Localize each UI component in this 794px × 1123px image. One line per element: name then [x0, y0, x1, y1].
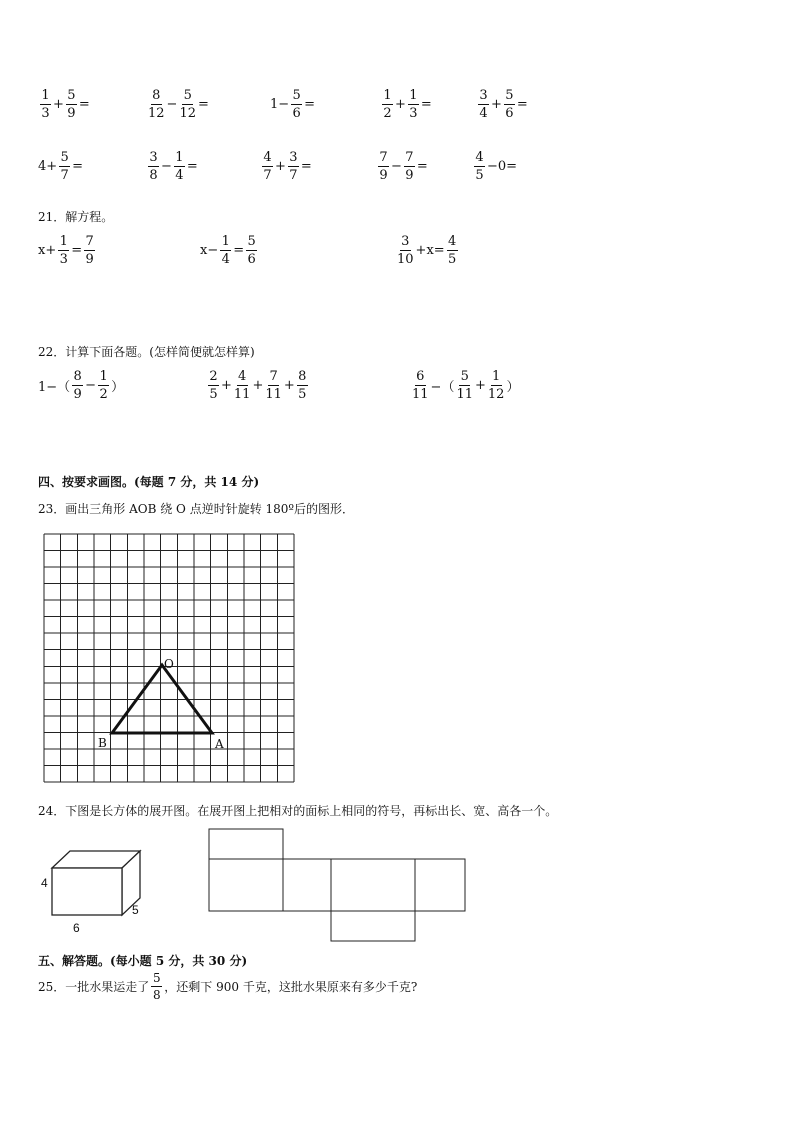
- operator-text: +: [395, 97, 406, 112]
- fraction: [447, 235, 458, 266]
- fraction: [234, 370, 251, 401]
- denominator: 6: [247, 252, 256, 267]
- denominator: 3: [59, 252, 68, 267]
- operator-text: =: [78, 97, 90, 112]
- denominator: 7: [289, 168, 298, 183]
- numerator: 5: [292, 88, 301, 103]
- numerator: 4: [263, 150, 272, 165]
- operator-text: 4+: [38, 159, 58, 174]
- numerator: 4: [475, 150, 484, 165]
- denominator: 4: [221, 252, 230, 267]
- numerator: 4: [448, 234, 457, 249]
- fraction: [174, 151, 185, 182]
- denominator: 11: [456, 387, 473, 402]
- numerator: 5: [183, 88, 192, 103]
- q22-expression-1: [38, 370, 124, 401]
- operator-text: =: [516, 97, 528, 112]
- numerator: 7: [379, 150, 388, 165]
- operator-text: ）: [111, 380, 125, 395]
- denominator: 11: [265, 387, 282, 402]
- numerator: 5: [60, 150, 69, 165]
- cuboid-length-label: 6: [73, 921, 80, 935]
- operator-text: +: [221, 378, 232, 393]
- arith-r2-3: [260, 151, 312, 182]
- numerator: 8: [73, 369, 82, 384]
- fraction: [58, 235, 69, 266]
- numerator: 3: [149, 150, 158, 165]
- denominator: 6: [292, 106, 301, 121]
- denominator: 9: [379, 168, 388, 183]
- fraction: [262, 151, 273, 182]
- numerator: 8: [152, 88, 161, 103]
- numerator: 7: [85, 234, 94, 249]
- arith-r2-4: [376, 151, 428, 182]
- numerator: 5: [460, 369, 469, 384]
- fraction: [59, 151, 70, 182]
- fraction: [378, 151, 389, 182]
- numerator: 5: [247, 234, 256, 249]
- numerator: 4: [238, 369, 247, 384]
- q25-text-after: ，还剩下 900 千克，这批水果原来有多少千克?: [164, 980, 418, 994]
- fraction: [84, 235, 95, 266]
- numerator: 3: [401, 234, 410, 249]
- operator-text: =: [198, 97, 209, 112]
- operator-text: +: [283, 378, 295, 393]
- operator-text: =: [304, 97, 316, 112]
- numerator: 3: [289, 150, 298, 165]
- operator-text: =: [233, 243, 245, 258]
- arith-r1-3: [270, 89, 315, 120]
- operator-text: −: [391, 159, 402, 174]
- denominator: 4: [175, 168, 184, 183]
- fraction: [265, 370, 282, 401]
- cuboid-height-label: 4: [41, 876, 48, 890]
- q22-title: 22．计算下面各题。(怎样简便就怎样算): [38, 345, 255, 359]
- numerator: 7: [405, 150, 414, 165]
- denominator: 4: [479, 106, 488, 121]
- cuboid-figure: [36, 846, 148, 942]
- q21-equation-1: [38, 235, 97, 266]
- operator-text: −: [166, 97, 178, 112]
- net-face-right: [415, 859, 465, 911]
- rotation-grid: [42, 532, 296, 784]
- denominator: 2: [383, 106, 392, 121]
- operator-text: ）: [506, 380, 520, 395]
- fraction: [179, 89, 196, 120]
- net-face-bottom: [331, 911, 415, 941]
- arith-r1-4: [380, 89, 432, 120]
- operator-text: −0=: [487, 159, 518, 174]
- q22-expression-2: [206, 370, 310, 401]
- q21-equation-2: [200, 235, 259, 266]
- section-4-heading: 四、按要求画图。(每题 7 分，共 14 分): [38, 475, 260, 489]
- fraction: [488, 370, 505, 401]
- operator-text: =: [420, 97, 432, 112]
- fraction: [456, 370, 473, 401]
- operator-text: +: [252, 378, 264, 393]
- fraction: [382, 89, 393, 120]
- operator-text: +: [275, 159, 286, 174]
- numerator: 1: [383, 88, 392, 103]
- denominator: 9: [67, 106, 76, 121]
- net-face-middle-2: [331, 859, 415, 911]
- operator-text: x−: [200, 243, 219, 258]
- label-a: A: [215, 737, 224, 751]
- operator-text: +: [491, 97, 502, 112]
- operator-text: =: [416, 159, 428, 174]
- fraction: [148, 151, 159, 182]
- label-b: B: [98, 736, 107, 750]
- denominator: 12: [148, 106, 165, 121]
- numerator: 2: [209, 369, 218, 384]
- q22-expression-3: [410, 370, 519, 401]
- arith-r1-5: [476, 89, 528, 120]
- arith-r2-1: [38, 151, 83, 182]
- numerator: 1: [99, 369, 108, 384]
- arith-r2-2: [146, 151, 198, 182]
- label-o: O: [164, 657, 174, 671]
- fraction: [208, 370, 219, 401]
- fraction: [404, 151, 415, 182]
- fraction: [504, 89, 515, 120]
- denominator: 5: [209, 387, 218, 402]
- section-5-heading: 五、解答题。(每小题 5 分，共 30 分): [38, 954, 248, 968]
- fraction: [297, 370, 308, 401]
- numerator: 5: [505, 88, 514, 103]
- denominator: 9: [73, 387, 82, 402]
- denominator: 12: [487, 387, 505, 402]
- denominator: 6: [505, 106, 514, 121]
- denominator: 12: [179, 106, 196, 121]
- operator-text: =: [186, 159, 198, 174]
- q21-equation-3: [395, 235, 460, 266]
- fraction: [148, 89, 165, 120]
- denominator: 5: [475, 168, 484, 183]
- denominator: 11: [412, 387, 429, 402]
- fraction: [246, 235, 257, 266]
- q25-fraction-denominator: 8: [152, 988, 161, 1002]
- net-face-left: [209, 859, 283, 911]
- numerator: 1: [59, 234, 68, 249]
- numerator: 1: [41, 88, 50, 103]
- arith-r1-1: [38, 89, 90, 120]
- denominator: 3: [409, 106, 418, 121]
- fraction: [478, 89, 489, 120]
- q25-fraction-numerator: 5: [152, 971, 161, 985]
- fraction: [220, 235, 231, 266]
- operator-text: −: [85, 378, 97, 393]
- operator-text: =: [72, 159, 84, 174]
- q25-text-before: 25．一批水果运走了: [38, 980, 150, 994]
- numerator: 3: [479, 88, 488, 103]
- operator-text: +x=: [415, 243, 445, 258]
- operator-text: 1−: [270, 97, 290, 112]
- cuboid-front-face: [52, 868, 122, 915]
- numerator: 1: [492, 369, 501, 384]
- operator-text: x+: [38, 243, 57, 258]
- operator-text: =: [71, 243, 83, 258]
- numerator: 7: [269, 369, 278, 384]
- fraction: [474, 151, 485, 182]
- operator-text: =: [300, 159, 312, 174]
- denominator: 5: [448, 252, 457, 267]
- numerator: 1: [221, 234, 230, 249]
- fraction: [291, 89, 302, 120]
- operator-text: −: [161, 159, 172, 174]
- denominator: 7: [263, 168, 272, 183]
- q23-title: 23．画出三角形 AOB 绕 O 点逆时针旋转 180º后的图形．: [38, 502, 355, 516]
- q25-fraction: [151, 972, 162, 1001]
- q25-text: [38, 972, 417, 1001]
- operator-text: 1−（: [38, 380, 71, 395]
- numerator: 5: [67, 88, 76, 103]
- q24-title: 24．下图是长方体的展开图。在展开图上把相对的面标上相同的符号，再标出长、宽、高各一个。: [38, 804, 558, 818]
- fraction: [288, 151, 299, 182]
- numerator: 6: [416, 369, 425, 384]
- numerator: 1: [175, 150, 184, 165]
- denominator: 11: [233, 387, 251, 402]
- arith-r2-5: [472, 151, 517, 182]
- denominator: 2: [99, 387, 108, 402]
- denominator: 3: [41, 106, 50, 121]
- numerator: 1: [409, 88, 418, 103]
- cuboid-net: [206, 826, 470, 946]
- denominator: 7: [60, 168, 69, 183]
- fraction: [40, 89, 51, 120]
- numerator: 8: [298, 369, 307, 384]
- fraction: [98, 370, 109, 401]
- fraction: [412, 370, 429, 401]
- operator-text: +: [475, 378, 486, 393]
- net-face-middle-1: [283, 859, 331, 911]
- cuboid-width-label: 5: [132, 903, 139, 917]
- fraction: [408, 89, 419, 120]
- arith-r1-2: [146, 89, 209, 120]
- fraction: [66, 89, 77, 120]
- operator-text: +: [53, 97, 64, 112]
- fraction: [72, 370, 83, 401]
- q21-title: 21．解方程。: [38, 210, 114, 224]
- denominator: 5: [298, 387, 307, 402]
- denominator: 9: [405, 168, 414, 183]
- denominator: 9: [85, 252, 94, 267]
- net-face-top: [209, 829, 283, 859]
- denominator: 10: [397, 252, 414, 267]
- operator-text: −（: [430, 380, 455, 395]
- fraction: [397, 235, 414, 266]
- denominator: 8: [149, 168, 158, 183]
